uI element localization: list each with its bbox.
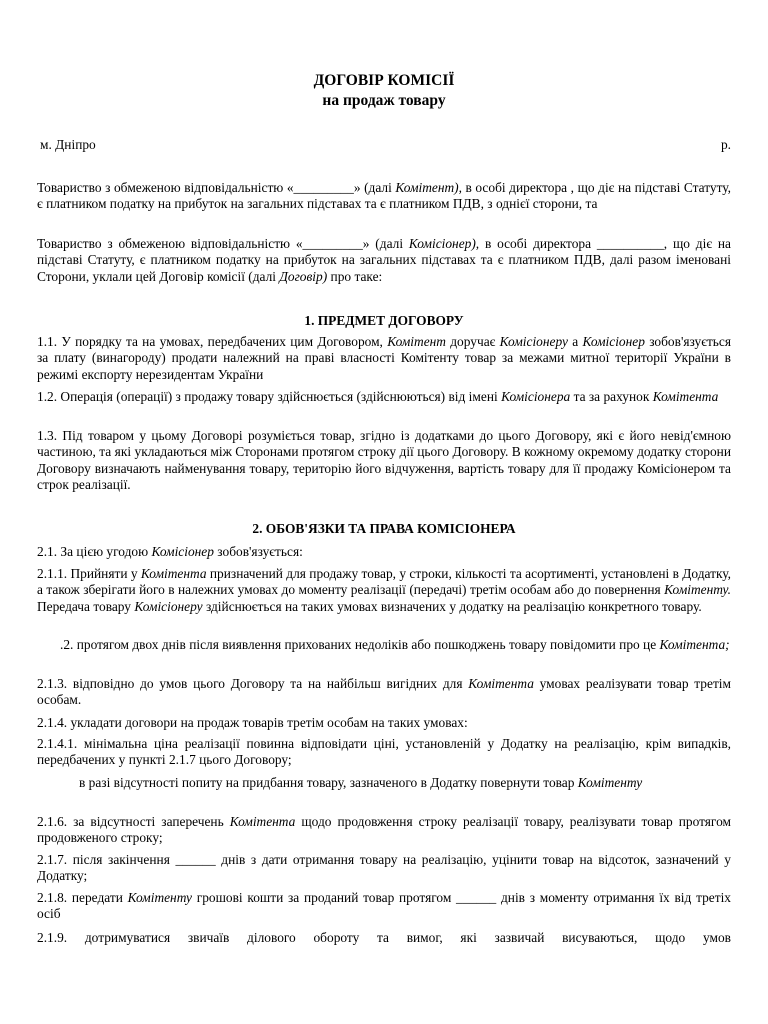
emphasized-term: Комісіонер), bbox=[408, 236, 480, 251]
emphasized-term: Комітента bbox=[140, 566, 207, 581]
clause-2-1-4-1 bbox=[37, 736, 731, 769]
clause-2-1 bbox=[37, 544, 731, 560]
paragraph-text: .2. протягом двох днів після виявлення прихованих недоліків або пошкоджень товару повідомити про це bbox=[60, 637, 660, 652]
paragraph-text: 2.1.8. передати bbox=[37, 890, 128, 905]
clause-2-1-6 bbox=[37, 814, 731, 847]
clause-2-1-5 bbox=[37, 775, 731, 791]
section-2-heading: 2. ОБОВ'ЯЗКИ ТА ПРАВА КОМІСІОНЕРА bbox=[252, 521, 516, 536]
clause-2-1-4 bbox=[37, 715, 731, 731]
clause-2-1-1 bbox=[37, 566, 731, 615]
paragraph-text: призначений для продажу товар, у строки, кількості та асортименті, установлені в Додатку, а також зберігати його в належних умовах до моменту реалізації (передачі) третім особам або до повернення bbox=[37, 566, 732, 598]
emphasized-term: Комітента bbox=[229, 814, 296, 829]
paragraph-text: 2.1.7. після закінчення ______ днів з дати отримання товару на реалізацію, уцінити товар на відсоток, зазначений у Додатку; bbox=[37, 852, 731, 884]
clause-2-1-2 bbox=[60, 637, 731, 653]
paragraph-text: 2.1.3. відповідно до умов цього Договору та на найбільш вигідних для bbox=[37, 676, 469, 691]
paragraph-text: та за рахунок bbox=[570, 389, 653, 404]
paragraph-text: а bbox=[567, 334, 583, 349]
paragraph-text: в особі директора __________, що діє на підставі Статуту, є платником податку на прибуток на загальних підставах та є платником ПДВ, далі разом іменовані Сторони, уклали цей Договір комісії (далі bbox=[37, 236, 731, 284]
paragraph-text: 2.1.4.1. мінімальна ціна реалізації повинна відповідати ціні, установленій у Додатку на реалізацію, крім випадків, передбачених у пункті 2.1.7 цього Договору; bbox=[37, 736, 731, 768]
paragraph-text: 1.1. У порядку та на умовах, передбачених цим Договором, bbox=[37, 334, 388, 349]
clause-2-1-8 bbox=[37, 890, 731, 923]
emphasized-term: Комітенту. bbox=[664, 582, 731, 598]
paragraph-text: грошові кошти за проданий товар протягом ______ днів з моменту отримання їх від третіх осіб bbox=[37, 890, 731, 922]
paragraph-text: зобов'язується: bbox=[213, 544, 303, 559]
paragraph-text: зобов'язується за плату (винагороду) продати належний на праві власності Комітенту товар за межами митної території України в режимі експорту нерезидентам України bbox=[37, 334, 732, 382]
emphasized-term: Комітент bbox=[387, 334, 446, 349]
paragraph-text: здійснюється на таких умовах визначених у додатку на реалізацію конкретного товару. bbox=[202, 598, 702, 614]
paragraph-text: Передача товару bbox=[37, 598, 135, 614]
paragraph-text: 1.3. Під товаром у цьому Договорі розуміється товар, згідно із додатками до цього Договору, які є його невід'ємною частиною, та які укладаються між Сторонами протягом строку дії цього Договору. В кожному окремому додатку сторони Договору визначають найменування товару, територію його відчуження, вартість товару для її продажу Комісіонером та строк реалізації. bbox=[37, 428, 731, 493]
emphasized-term: Комітента bbox=[652, 389, 719, 404]
clause-2-1-3 bbox=[37, 676, 731, 709]
intro-paragraph-2 bbox=[37, 236, 731, 285]
emphasized-term: Комітента; bbox=[659, 637, 730, 652]
emphasized-term: Комісіонера bbox=[501, 389, 571, 404]
emphasized-term: Комітента bbox=[468, 676, 534, 691]
emphasized-term: Договір) bbox=[279, 268, 328, 284]
emphasized-term: Комісіонер bbox=[582, 334, 645, 349]
clause-1-2 bbox=[37, 389, 731, 405]
paragraph-text: про таке: bbox=[327, 268, 383, 284]
emphasized-term: Комітенту bbox=[127, 890, 192, 905]
paragraph-text: 2.1.1. Прийняти у bbox=[37, 566, 141, 581]
paragraph-text: щодо продовження строку реалізації товару, реалізувати товар протягом продовженого строку; bbox=[37, 814, 732, 846]
clause-1-3 bbox=[37, 428, 731, 494]
emphasized-term: Комісіонер bbox=[151, 544, 214, 559]
emphasized-term: Комітенту bbox=[577, 775, 643, 790]
date-suffix: р. bbox=[720, 137, 731, 152]
document-title: ДОГОВІР КОМІСІЇ bbox=[313, 72, 455, 89]
paragraph-text: в особі директора , що діє на підставі Статуту, є платником податку на прибуток на загальних підставах та є платником ПДВ, з однієї сторони, та bbox=[37, 180, 731, 212]
intro-paragraph-1 bbox=[37, 180, 731, 213]
paragraph-text: умовах реалізувати товар третім особам. bbox=[37, 676, 731, 708]
paragraph-text: 2.1.4. укладати договори на продаж товарів третім особам на таких умовах: bbox=[37, 715, 468, 730]
paragraph-text: в разі відсутності попиту на придбання товару, зазначеного в Додатку повернути товар bbox=[79, 775, 578, 790]
paragraph-text: 2.1. За цією угодою bbox=[37, 544, 152, 559]
clause-1-1 bbox=[37, 334, 731, 383]
paragraph-text: 2.1.9. дотримуватися звичаїв ділового обороту та вимог, які зазвичай висуваються, щодо умов bbox=[37, 930, 731, 945]
paragraph-text: доручає bbox=[445, 334, 500, 349]
paragraph-text: 2.1.6. за відсутності заперечень bbox=[37, 814, 230, 829]
clause-2-1-9 bbox=[37, 930, 731, 946]
document-subtitle: на продаж товару bbox=[322, 92, 446, 109]
emphasized-term: Комісіонеру bbox=[499, 334, 568, 349]
clause-2-1-7 bbox=[37, 852, 731, 885]
paragraph-text: Товариство з обмеженою відповідальністю «_________» (далі bbox=[37, 180, 396, 195]
city-label: м. Дніпро bbox=[40, 137, 96, 152]
emphasized-term: Комітент), bbox=[395, 180, 462, 195]
section-1-heading: 1. ПРЕДМЕТ ДОГОВОРУ bbox=[304, 313, 464, 328]
paragraph-text: Товариство з обмеженою відповідальністю «_________» (далі bbox=[37, 236, 409, 251]
paragraph-text: 1.2. Операція (операції) з продажу товару здійснюється (здійснюються) від імені bbox=[37, 389, 502, 404]
emphasized-term: Комісіонеру bbox=[134, 598, 203, 614]
